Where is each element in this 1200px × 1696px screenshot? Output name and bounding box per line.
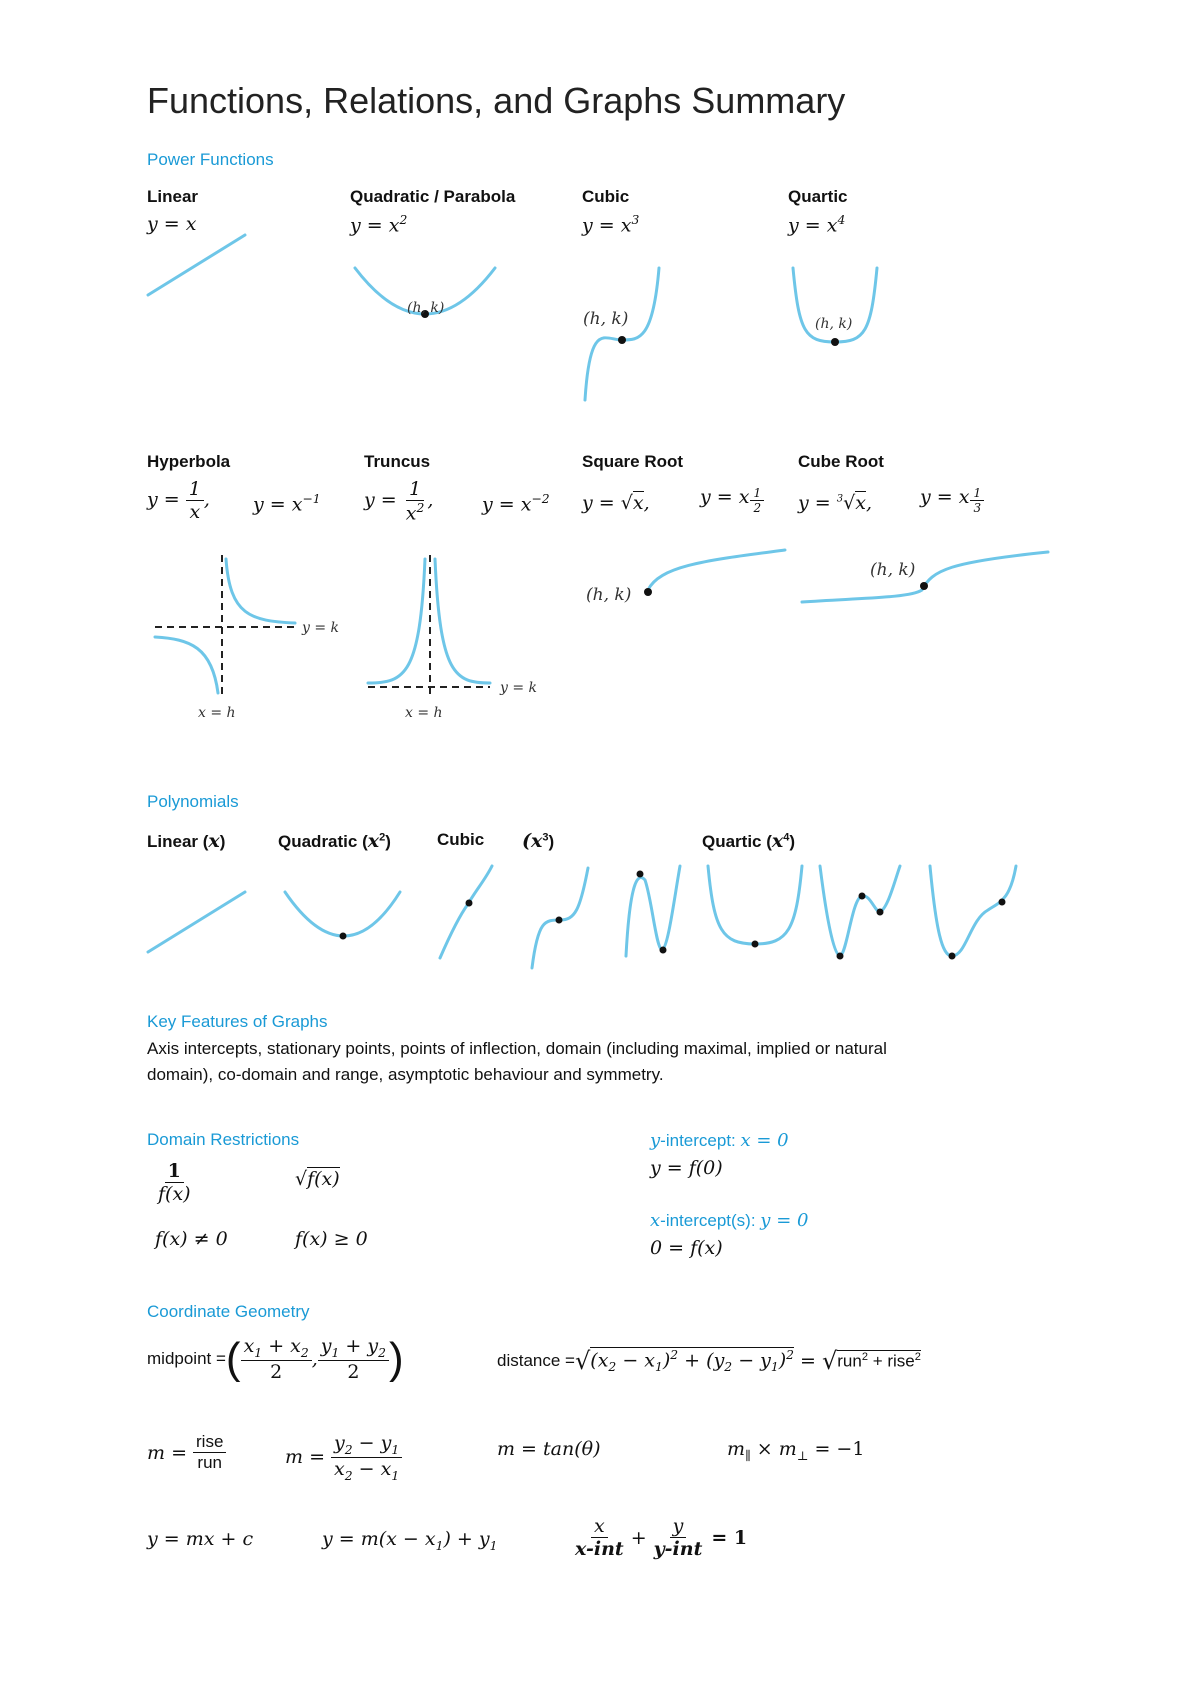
inflection-point <box>618 336 626 344</box>
y-intercept-heading: y-intercept: x = 0 <box>650 1130 789 1151</box>
poly-quartic-min-4 <box>949 953 956 960</box>
gradient-perpendicular: $m_\parallel \times m_\perp = -1$ <box>727 1438 865 1463</box>
truncus-graph <box>365 555 565 725</box>
truncus-equation: y = $\frac{1}{x^2}$ , <box>364 478 434 525</box>
domain-fraction: $\frac{1}{f(x)}$ <box>158 1160 191 1205</box>
truncus-branch-left <box>368 559 425 683</box>
poly-linear-label: Linear (x) <box>147 830 226 852</box>
domain-condition-1: f(x) ≠ 0 <box>155 1228 228 1250</box>
quadratic-equation: $y = x^2$ <box>350 213 408 237</box>
polynomials-graph-strip <box>140 860 1060 980</box>
power-functions-heading: Power Functions <box>147 150 274 169</box>
linear-equation: y = x <box>147 213 197 235</box>
poly-quadratic-vertex <box>340 933 347 940</box>
domain-condition-2: f(x) ≥ 0 <box>295 1228 368 1250</box>
page-title: Functions, Relations, and Graphs Summary <box>147 80 846 121</box>
poly-cubic-power: $(x^3)$ <box>522 830 555 852</box>
poly-quartic-min-3 <box>877 909 884 916</box>
hyperbola-graph <box>150 555 360 725</box>
cubic-label: Cubic <box>582 187 630 206</box>
poly-quartic-min-2 <box>837 953 844 960</box>
hyperbola-equation: y = $\frac{1}{x}$ , <box>147 478 210 523</box>
quartic-vertex-label: (h, k) <box>815 316 853 332</box>
domain-sqrt: √f(x) <box>295 1168 340 1190</box>
cube-root-curve <box>802 552 1048 602</box>
key-features-heading: Key Features of Graphs <box>147 1012 328 1031</box>
poly-linear-curve <box>148 892 245 952</box>
gradient-two-points: m = $\frac{y_2 - y_1}{x_2 - x_1}$ <box>285 1432 402 1483</box>
midpoint-paren-open: ( <box>225 1333 241 1383</box>
cubic-equation: $y = x^3$ <box>582 213 640 237</box>
poly-quartic-label: Quartic $(x^4)$ <box>702 830 796 852</box>
cube-root-equation-alt: y = x $\frac{1}{3}$ <box>920 486 984 515</box>
poly-cubic-min <box>660 947 667 954</box>
cube-root-point-label: (h, k) <box>870 560 916 580</box>
quartic-vertex <box>831 338 839 346</box>
key-features-line-2: domain), co-domain and range, asymptotic behaviour and symmetry. <box>147 1065 664 1084</box>
midpoint-formula: midpoint = ( $\frac{x_1 + x_2}{2}$ , $\frac{y_1 + y_2}{2}$ ) <box>147 1333 404 1383</box>
cube-root-inflection-point <box>920 582 928 590</box>
cubic-graph <box>575 260 695 410</box>
hyperbola-equation-alt: $y = x^{-1}$ <box>253 492 321 516</box>
asymptote-y-label: y = k <box>302 620 340 636</box>
poly-cubic-point-2 <box>556 917 563 924</box>
truncus-branch-right <box>435 559 490 683</box>
vertex-label: (h, k) <box>407 300 445 316</box>
hyperbola-branch-upper <box>226 559 295 623</box>
truncus-asymptote-x-label: x = h <box>405 705 443 721</box>
polynomials-heading: Polynomials <box>147 792 239 811</box>
domain-restrictions-heading: Domain Restrictions <box>147 1130 300 1149</box>
square-root-point-label: (h, k) <box>586 585 632 605</box>
quadratic-graph <box>345 260 515 340</box>
poly-cubic-max <box>637 871 644 878</box>
cubic-curve <box>585 268 659 400</box>
quartic-label: Quartic <box>788 187 848 206</box>
poly-quartic-inflection <box>999 899 1006 906</box>
poly-quadratic-label: Quadratic $(x^2)$ <box>278 830 391 852</box>
quadratic-label: Quadratic / Parabola <box>350 187 516 206</box>
poly-cubic-label: Cubic <box>437 830 485 849</box>
poly-quartic-max-2 <box>859 893 866 900</box>
square-root-equation-alt: y = x $\frac{1}{2}$ <box>700 486 764 515</box>
midpoint-label: midpoint = <box>147 1348 226 1368</box>
line-point-gradient: $y = m(x - x_1) + y_1$ <box>322 1528 498 1553</box>
hyperbola-label: Hyperbola <box>147 452 231 471</box>
gradient-tangent: m = tan(θ) <box>497 1438 601 1460</box>
coordinate-geometry-heading: Coordinate Geometry <box>147 1302 310 1321</box>
key-features-line-1: Axis intercepts, stationary points, points of inflection, domain (including maximal, implied or natural <box>147 1039 887 1058</box>
poly-quartic-curve-2 <box>820 866 900 956</box>
line-gradient-intercept: y = mx + c <box>147 1528 254 1550</box>
square-root-label: Square Root <box>582 452 684 471</box>
cube-root-equation: y = $^3$√x, <box>798 492 872 514</box>
truncus-asymptote-y-label: y = k <box>500 680 538 696</box>
hyperbola-branch-lower <box>155 637 218 693</box>
linear-curve <box>148 235 245 295</box>
x-intercept-equation: 0 = f(x) <box>650 1237 723 1259</box>
poly-quartic-curve-1 <box>708 866 802 944</box>
poly-cubic-curve-3 <box>626 866 680 956</box>
linear-graph <box>140 225 260 305</box>
square-root-curve <box>648 550 785 590</box>
distance-label: distance = <box>497 1351 575 1370</box>
inflection-label: (h, k) <box>583 309 629 329</box>
square-root-start-point <box>644 588 652 596</box>
y-intercept-equation: y = f(0) <box>650 1157 723 1179</box>
poly-cubic-point-1 <box>466 900 473 907</box>
poly-quartic-curve-3 <box>930 866 1016 956</box>
cube-root-graph <box>800 540 1060 610</box>
quartic-graph <box>785 262 895 352</box>
poly-quartic-min-1 <box>752 941 759 948</box>
truncus-equation-alt: $y = x^{-2}$ <box>482 492 550 516</box>
line-intercept-form: $\frac{x}{\text{x-int}}$ + $\frac{y}{\text{y-int}}$ = 1 <box>575 1515 748 1560</box>
truncus-label: Truncus <box>364 452 431 471</box>
linear-label: Linear <box>147 187 199 206</box>
gradient-rise-run: m = $\frac{\text{rise}}{\text{run}}$ <box>147 1432 226 1473</box>
poly-quadratic-curve <box>285 892 400 936</box>
quartic-equation: $y = x^4$ <box>788 213 846 237</box>
x-intercept-heading: x-intercept(s): y = 0 <box>650 1210 809 1231</box>
square-root-equation: y = √x, <box>582 492 650 514</box>
asymptote-x-label: x = h <box>198 705 236 721</box>
square-root-graph <box>580 540 790 610</box>
midpoint-paren-close: ) <box>388 1333 404 1383</box>
poly-cubic-curve-1 <box>440 866 492 958</box>
cube-root-label: Cube Root <box>798 452 884 471</box>
distance-formula: distance = √ $(x_2 - x_1)^2 + (y_2 - y_1)^2$ = √ run$^2$ + rise$^2$ <box>497 1347 921 1375</box>
